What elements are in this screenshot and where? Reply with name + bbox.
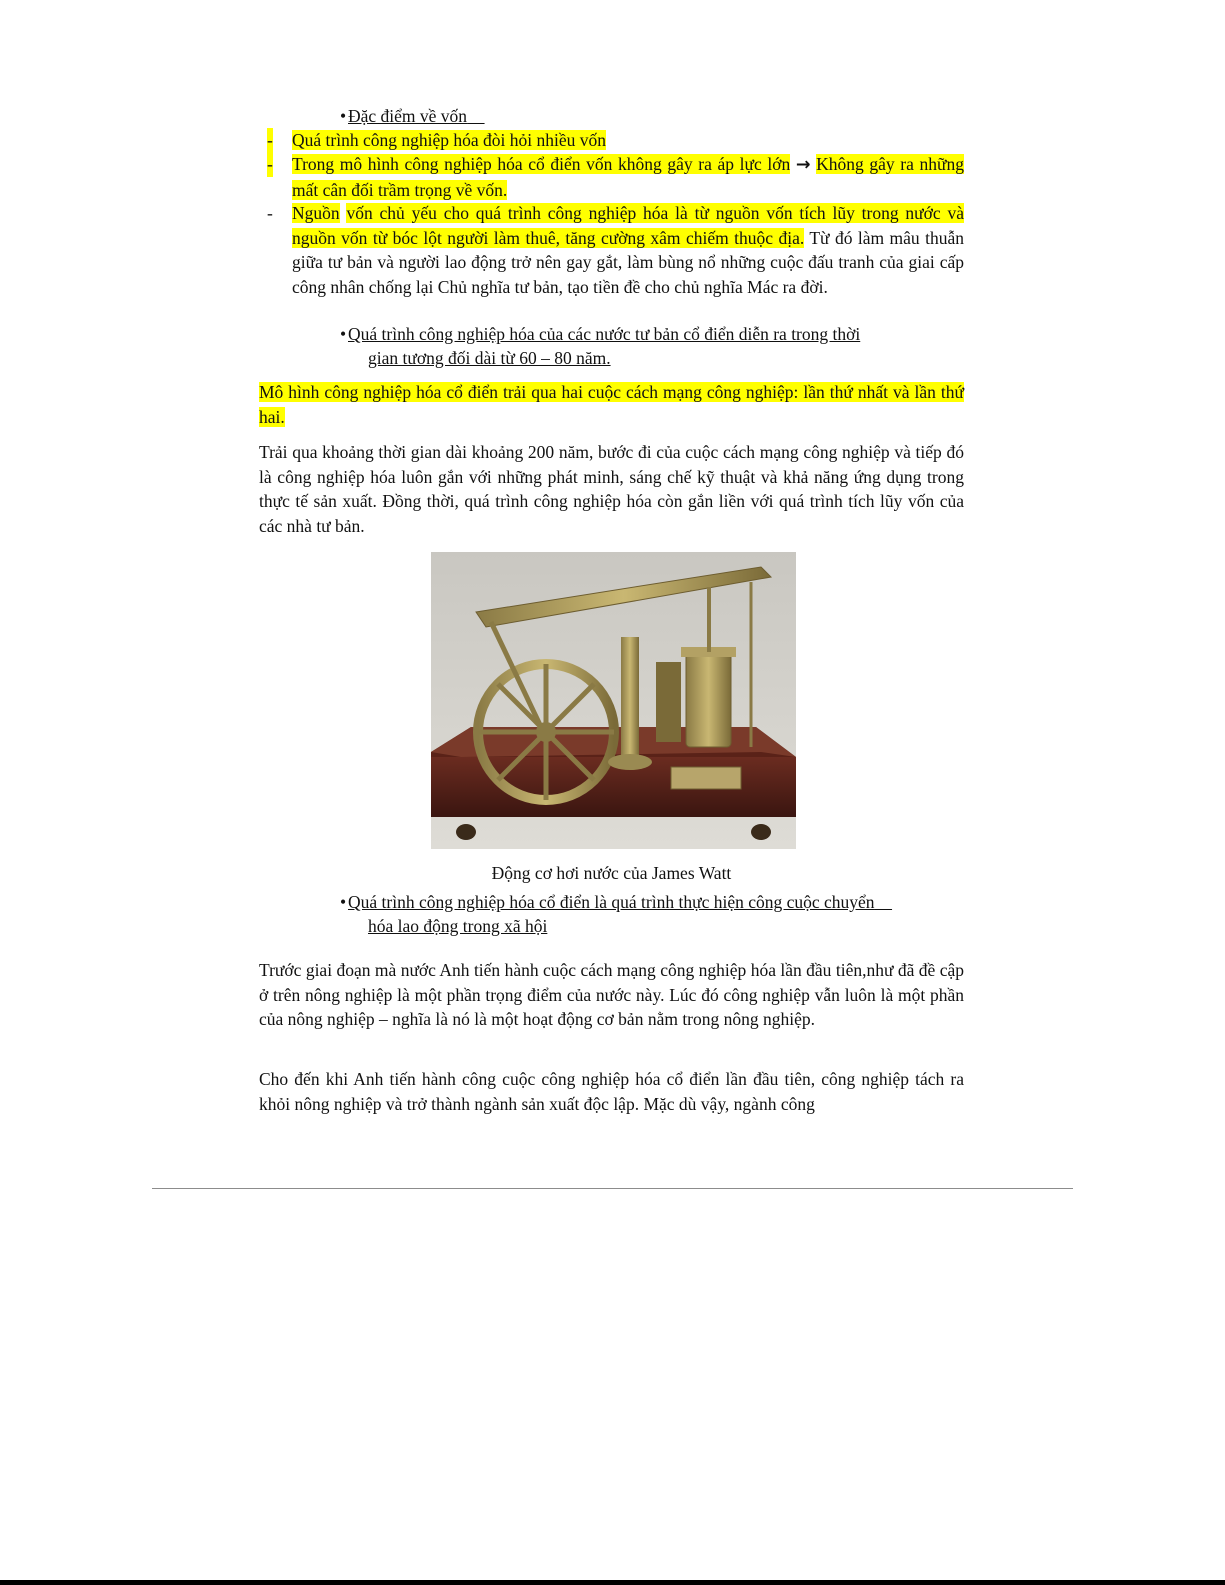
dash-marker: - (267, 152, 273, 177)
bullet-icon: • (340, 324, 347, 344)
list-item-text: Từ đó làm mâu thuẫn giữa tư bản và người lao động trở nên gay gắt, làm bùng nổ những cuộc đấu tranh của giai cấp công nhân chống lại Chủ nghĩa tư bản, tạo tiền đề cho chủ nghĩa Mác ra đời. (292, 227, 964, 297)
list-item (259, 201, 964, 299)
paragraph: Trước giai đoạn mà nước Anh tiến hành cuộc cách mạng công nghiệp hóa lần đầu tiên,như đã đề cập ở trên nông nghiệp là một phần trọng điểm của nước này. Lúc đó công nghiệp vẫn luôn là một phần của nông nghiệp – nghĩa là nó là một hoạt động cơ bản nằm trong nông nghiệp. (259, 960, 964, 1029)
paragraph: Cho đến khi Anh tiến hành công cuộc công nghiệp hóa cổ điển lần đầu tiên, công nghiệp tách ra khỏi nông nghiệp và trở thành ngành sản xuất độc lập. Mặc dù vậy, ngành công (259, 1069, 964, 1114)
bottom-edge (0, 1580, 1225, 1585)
bullet-icon: • (340, 106, 347, 126)
list-item-text: Nguồn (292, 203, 340, 223)
list-item-text: vốn chủ yếu cho quá trình công nghiệp hóa là từ nguồn vốn tích lũy trong nước và nguồn vốn từ bóc lột người làm thuê, tăng cường xâm chiếm thuộc địa. (292, 203, 964, 248)
highlight-paragraph: Mô hình công nghiệp hóa cổ điển trải qua hai cuộc cách mạng công nghiệp: lần thứ nhất và lần thứ hai. (259, 382, 964, 427)
section-heading-capital: • Đặc điểm về vốn (340, 106, 468, 126)
steam-engine-illustration (431, 552, 796, 849)
list-item (259, 152, 964, 202)
list-item-text: Không gây ra những mất cân đối trầm trọng về vốn. (292, 154, 964, 200)
bullet-icon: • (340, 892, 347, 912)
page-break-divider (152, 1188, 1073, 1189)
steam-engine-image (431, 552, 796, 849)
section-heading-duration: • Quá trình công nghiệp hóa của các nước tư bản cổ điển diễn ra trong thời gian tương đối dài từ 60 – 80 năm. (340, 324, 861, 368)
arrow-icon: → (795, 155, 811, 175)
list-item-text: Quá trình công nghiệp hóa đòi hỏi nhiều vốn (292, 130, 606, 150)
dash-marker: - (267, 203, 273, 223)
dash-marker: - (267, 128, 273, 153)
section-heading-labor: • Quá trình công nghiệp hóa cổ điển là quá trình thực hiện công cuộc chuyển hóa lao động trong xã hội (340, 892, 875, 936)
list-item-text: Trong mô hình công nghiệp hóa cổ điển vốn không gây ra áp lực lớn (292, 154, 791, 174)
figure-caption: Động cơ hơi nước của James Watt (491, 863, 732, 883)
paragraph: Trải qua khoảng thời gian dài khoảng 200 năm, bước đi của cuộc cách mạng công nghiệp và tiếp đó là công nghiệp hóa luôn gắn với những phát minh, sáng chế kỹ thuật và khả năng ứng dụng trong thực tế sản xuất. Đồng thời, quá trình công nghiệp hóa còn gắn liền với quá trình tích lũy vốn của các nhà tư bản. (259, 442, 964, 536)
list-item (259, 128, 964, 153)
